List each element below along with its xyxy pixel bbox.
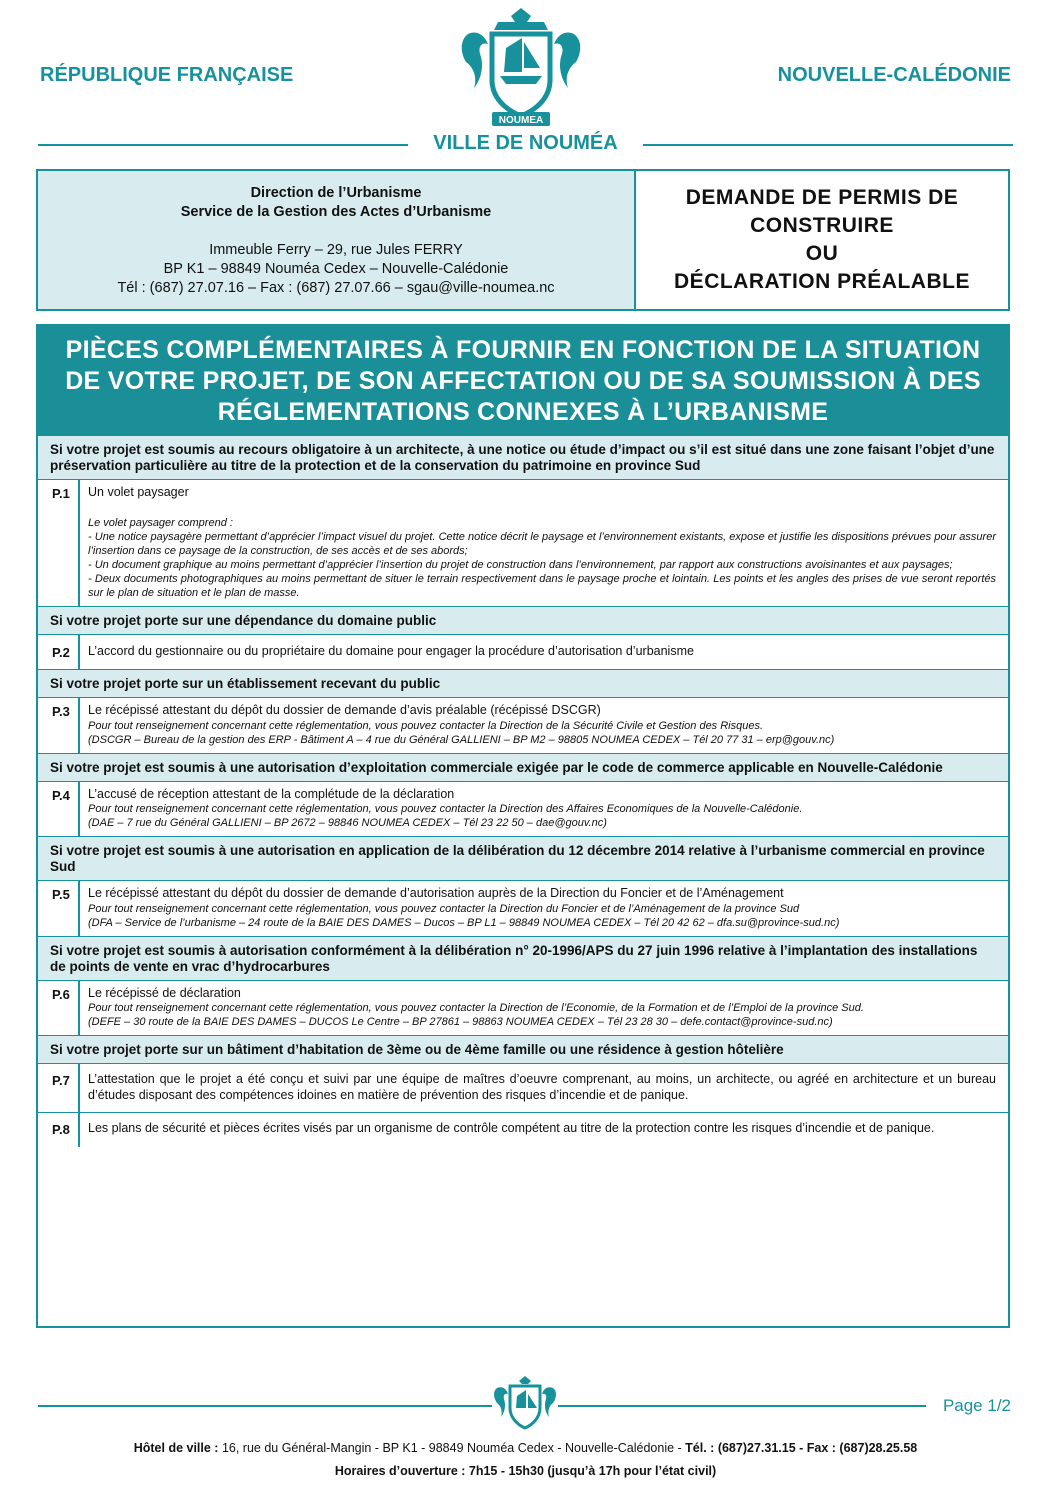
footer-tel-label: Tél. :	[685, 1441, 715, 1455]
item-code: P.1	[38, 480, 80, 606]
form-title-line-2: CONSTRUIRE	[750, 214, 894, 237]
item-note: Pour tout renseignement concernant cette réglementation, vous pouvez contacter la Direction du Foncier et de l’Aménagement de la province Sud	[88, 902, 800, 915]
item-code: P.7	[38, 1064, 80, 1112]
footer-tel-value: (687)27.31.15 -	[714, 1441, 807, 1455]
footer-hotel-label: Hôtel de ville :	[133, 1441, 219, 1455]
section-heading: Si votre projet porte sur un établissement recevant du public	[38, 669, 1008, 697]
footer-hotel-address: 16, rue du Général-Mangin - BP K1 - 98849 Nouméa Cedex - Nouvelle-Calédonie -	[218, 1441, 686, 1455]
item-row-p2	[38, 634, 1008, 670]
form-title-block	[636, 171, 1008, 309]
item-code: P.6	[38, 981, 80, 1036]
page-number: Page 1/2	[942, 1396, 1011, 1415]
header-info-box	[36, 169, 1010, 311]
item-title: Un volet paysager	[88, 485, 189, 499]
address-line: Immeuble Ferry – 29, rue Jules FERRY	[209, 242, 463, 258]
item-note: Pour tout renseignement concernant cette réglementation, vous pouvez contacter la Direction des Affaires Economiques de la Nouvelle-Calédonie.	[88, 803, 803, 815]
item-title: L’accusé de réception attestant de la complétude de la déclaration	[88, 786, 455, 801]
ville-de-noumea-title: VILLE DE NOUMÉA	[425, 132, 625, 154]
noumea-crest-logo	[458, 4, 584, 130]
form-title-line-3: OU	[805, 242, 839, 265]
item-title: L’accord du gestionnaire ou du propriétaire du domaine pour engager la procédure d’autorisation d’urbanisme	[88, 643, 694, 658]
item-row-p8	[38, 1112, 1008, 1147]
noumea-crest-small-logo	[492, 1374, 558, 1434]
form-title-line-4: DÉCLARATION PRÉALABLE	[674, 270, 970, 293]
item-title: Le récépissé attestant du dépôt du dossier de demande d’avis préalable (récépissé DSCGR)	[88, 703, 601, 717]
item-note: (DEFE – 30 route de la BAIE DES DAMES – DUCOS Le Centre – BP 27861 – 98863 NOUMEA CEDEX – Tél 23 28 30 – defe.contact@province-sud.nc)	[88, 1016, 833, 1028]
item-note: (DAE – 7 rue du Général GALLIENI – BP 2672 – 98846 NOUMEA CEDEX – Tél 23 22 50 – dae@gouv.nc)	[88, 817, 607, 829]
section-heading: Si votre projet est soumis au recours obligatoire à un architecte, à une notice ou étude d’impact ou s’il est situé dans une zone faisant l’objet d’une préservation particulière au titre de la protection et de la conservation du patrimoine en province Sud	[38, 436, 1008, 479]
nouvelle-caledonie-label: NOUVELLE-CALÉDONIE	[777, 64, 1011, 86]
item-title: L’attestation que le projet a été conçu et suivi par une équipe de maîtres d’oeuvre comprenant, au moins, un architecte, ou agréé en architecture et un bureau d’études disposant des compétences idoines en matière de prévention des risques d’incendie et de panique.	[88, 1072, 996, 1102]
section-heading: Si votre projet porte sur une dépendance du domaine public	[38, 606, 1008, 634]
footer-fax-value: (687)28.25.58	[835, 1441, 918, 1455]
postal-line: BP K1 – 98849 Nouméa Cedex – Nouvelle-Calédonie	[163, 261, 509, 277]
item-title: Les plans de sécurité et pièces écrites visés par un organisme de contrôle compétent au titre de la protection contre les risques d’incendie et de panique.	[88, 1121, 935, 1135]
item-code: P.8	[38, 1113, 80, 1147]
direction-contact-block	[38, 171, 636, 309]
item-code: P.2	[38, 635, 80, 670]
service-name: Service de la Gestion des Actes d’Urbanisme	[180, 204, 492, 220]
item-row-p4	[38, 781, 1008, 837]
direction-name: Direction de l’Urbanisme	[250, 185, 422, 201]
item-note: (DSCGR – Bureau de la gestion des ERP - Bâtiment A – 4 rue du Général GALLIENI – BP M2 – 98805 NOUMEA CEDEX – Tél 20 77 31 – erp@gouv.nc)	[88, 733, 835, 746]
item-note: Pour tout renseignement concernant cette réglementation, vous pouvez contacter la Direction de l’Economie, de la Formation et de l’Emploi de la province Sud.	[88, 1002, 864, 1014]
section-heading: Si votre projet est soumis à une autorisation d’exploitation commerciale exigée par le code de commerce applicable en Nouvelle-Calédonie	[38, 753, 1008, 781]
footer-fax-label: Fax :	[806, 1441, 836, 1455]
item-note: (DFA – Service de l’urbanisme – 24 route de la BAIE DES DAMES – Ducos – BP L1 – 98849 NOUMEA CEDEX – Tél 20 42 62 – dfa.su@province-sud.nc)	[88, 916, 840, 929]
item-line: - Un document graphique au moins permettant d’apprécier l’insertion du projet de construction dans l’environnement, par rapport aux constructions avoisinantes et aux paysages;	[88, 558, 953, 571]
section-heading: Si votre projet porte sur un bâtiment d’habitation de 3ème ou de 4ème famille ou une résidence à gestion hôtelière	[38, 1035, 1008, 1063]
item-row-p3	[38, 697, 1008, 753]
item-row-p1	[38, 479, 1008, 606]
republique-label: RÉPUBLIQUE FRANÇAISE	[40, 64, 294, 86]
pieces-table	[36, 324, 1010, 1328]
item-row-p7	[38, 1063, 1008, 1112]
item-code: P.4	[38, 782, 80, 837]
contact-line: Tél : (687) 27.07.16 – Fax : (687) 27.07.66 – sgau@ville-noumea.nc	[117, 280, 555, 296]
section-heading: Si votre projet est soumis à autorisation conformément à la délibération n° 20-1996/APS du 27 juin 1996 relative à l’implantation des installations de points de vente en vrac d’hydrocarbures	[38, 936, 1008, 980]
item-intro: Le volet paysager comprend :	[88, 516, 233, 529]
item-title: Le récépissé de déclaration	[88, 985, 241, 1000]
item-title: Le récépissé attestant du dépôt du dossier de demande d’autorisation auprès de la Direction du Foncier et de l’Aménagement	[88, 886, 784, 900]
svg-text:NOUMEA: NOUMEA	[498, 115, 544, 126]
item-line: - Deux documents photographiques au moins permettant de situer le terrain respectivement dans le paysage proche et lointain. Les points et les angles des prises de vue seront reportés sur le plan de situation et le plan de masse.	[88, 572, 996, 599]
form-title-line-1: DEMANDE DE PERMIS DE	[685, 186, 959, 209]
ville-de-noumea-title-row	[38, 132, 1013, 156]
item-code: P.5	[38, 881, 80, 936]
footer-rule	[38, 1405, 926, 1407]
item-code: P.3	[38, 698, 80, 753]
item-row-p5	[38, 880, 1008, 936]
section-heading: Si votre projet est soumis à une autorisation en application de la délibération du 12 décembre 2014 relative à l’urbanisme commercial en province Sud	[38, 836, 1008, 880]
item-line: - Une notice paysagère permettant d’apprécier l’impact visuel du projet. Cette notice décrit le paysage et l’environnement existants, expose et justifie les dispositions prévues pour assurer l’insertion dans ce paysage de la construction, de ses accès et de ses abords;	[88, 530, 996, 557]
footer-hours: Horaires d’ouverture : 7h15 - 15h30 (jusqu’à 17h pour l’état civil)	[334, 1464, 717, 1478]
footer-address	[0, 1441, 1051, 1455]
item-row-p6	[38, 980, 1008, 1036]
pieces-banner: PIÈCES COMPLÉMENTAIRES À FOURNIR EN FONCTION DE LA SITUATION DE VOTRE PROJET, DE SON AFFECTATION OU DE SA SOUMISSION À DES RÉGLEMENTATIONS CONNEXES À L’URBANISME	[38, 326, 1008, 436]
item-note: Pour tout renseignement concernant cette réglementation, vous pouvez contacter la Direction de la Sécurité Civile et Gestion des Risques.	[88, 719, 764, 732]
